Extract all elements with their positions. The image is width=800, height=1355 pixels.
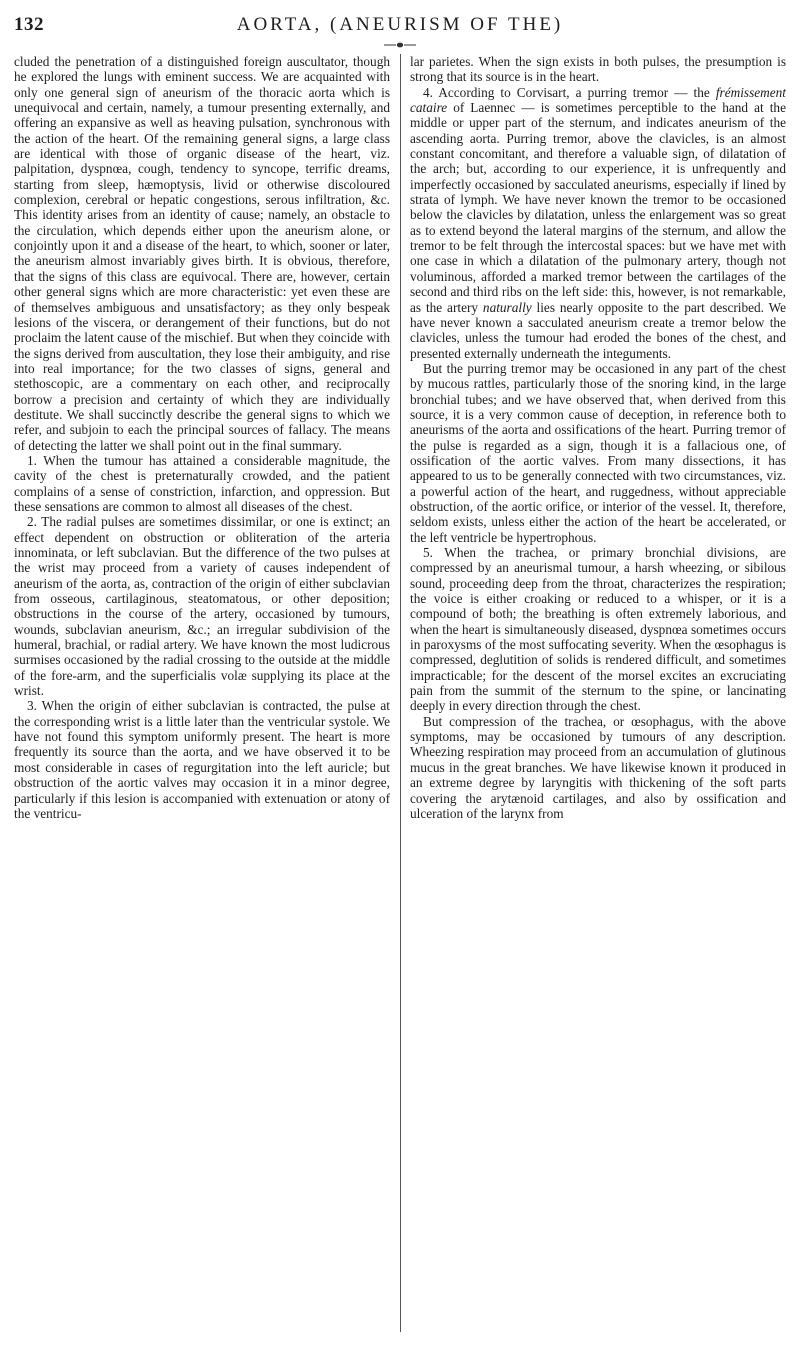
- paragraph-text: 4. According to Corvisart, a purring tremor — the: [423, 84, 716, 100]
- paragraph-text: cluded the penetration of a distinguished foreign auscultator, though he explored the lungs with eminent success. We are acquainted with only one general sign of aneurism of the thoracic aorta which is unequivocal and certain, namely, a tumour presenting externally, and offering an expansive as well as heaving pulsation, synchronous with the action of the heart. Of the remaining general signs, a large class are identical with those of organic disease of the heart, viz. palpitation, dyspnœa, cough, tendency to syncope, terrific dreams, starting from sleep, hæmoptysis, livid or otherwise discoloured complexion, cerebral or hepatic congestions, serous infiltration, &c. This identity arises from an identity of cause; namely, an obstacle to the circulation, which depends either upon the aneurism alone, or conjointly upon it and a disease of the heart, to which, sooner or later, the aneurism almost invariably gives birth. It is obvious, therefore, that the signs of this class are equivocal. There are, however, certain other general signs which are more characteristic: yet even these are of themselves ambiguous and unsatisfactory; as they only bespeak lesions of the viscera, or derangement of their functions, but do not proclaim the latent cause of the mischief. But when they coincide with the signs derived from auscultation, they lose their ambiguity, and rise into real importance; for the two classes of signs, general and stethoscopic, are a commentary on each other, and reciprocally borrow a precision and certainty of which they are individually destitute. We shall succinctly describe the general signs to which we refer, and subjoin to each the principal sources of fallacy. The means of detecting the latter we shall point out in the final summary.: [14, 54, 390, 453]
- italic-text: frémissement cataire: [410, 84, 786, 116]
- paragraph-text: lies nearly opposite to the part described. We have never known a sacculated aneurism create a tremor below the clavicles, unless the tumour had eroded the bones of the chest, and presented externally underneath the integuments.: [410, 299, 787, 361]
- column-divider: [400, 54, 401, 1332]
- paragraph: [410, 714, 786, 821]
- paragraph-text: lar parietes. When the sign exists in both pulses, the presumption is strong that its source is in the heart.: [410, 54, 786, 85]
- paragraph-text: of Laennec — is sometimes perceptible to the hand at the middle or upper part of the sternum, and indicates aneurism of the ascending aorta. Purring tremor, above the clavicles, is an almost constant concomitant, and therefore a valuable sign, of dilatation of the arch; but, according to our experience, it is unfrequently and imperfectly occasioned by sacculated aneurisms, especially if lined by strata of lymph. We have never known the tremor to be occasioned below the clavicles by dilatation, unless the enlargement was so great as to extend beyond the lateral margins of the sternum, and allow the tremor to be felt through the intercostal spaces: but we have met with one case in which a dilatation of the pulmonary artery, though not voluminous, afforded a marked tremor between the cartilages of the second and third ribs on the left side: this, however, is not remarkable, as the artery: [410, 100, 786, 315]
- page-header-title: AORTA, (ANEURISM OF THE): [236, 14, 564, 35]
- header-ornament-icon: [382, 40, 418, 50]
- paragraph: [14, 453, 390, 514]
- paragraph-text: But compression of the trachea, or œsophagus, with the above symptoms, may be occasioned by tumours of any description. Wheezing respiration may proceed from an accumulation of glutinous mucus in the great branches. We have likewise known it produced in an extreme degree by laryngitis with thickening of the soft parts covering the arytænoid cartilages, and also by ossification and ulceration of the larynx from: [410, 713, 786, 821]
- paragraph-text: 2. The radial pulses are sometimes dissimilar, or one is extinct; an effect dependent on obstruction or obliteration of the arteria innominata, or left subclavian. But the difference of the two pulses at the wrist may proceed from a variety of causes independent of aneurism of the aorta, as, contraction of the origin of either subclavian from osseous, cartilaginous, steatomatous, or other deposition; obstructions in the course of the artery, occasioned by tumours, wounds, subclavian aneurism, &c.; an irregular subdivision of the humeral, brachial, or radial artery. We have known the most ludicrous surmises occasioned by the radial crossing to the outside at the middle of the fore-arm, and the superficialis volæ supplying its place at the wrist.: [14, 514, 390, 699]
- paragraph: [410, 545, 786, 714]
- paragraph-text: 1. When the tumour has attained a considerable magnitude, the cavity of the chest is preternaturally crowded, and the patient complains of a sense of constriction, infarction, and oppression. But these sensations are common to almost all diseases of the chest.: [14, 452, 390, 514]
- italic-text: naturally: [482, 299, 532, 315]
- running-head: [14, 14, 786, 40]
- paragraph-text: 3. When the origin of either subclavian is contracted, the pulse at the corresponding wrist is a little later than the ventricular systole. We have not found this symptom uniformly present. The heart is more frequently its source than the aorta, and we have observed it to be most considerable in cases of regurgitation into the left auricle; but obstruction of the aortic valves may occasion it in a minor degree, particularly if this lesion is accompanied with extenuation or atony of the ventricu-: [14, 698, 390, 821]
- page-number: 132: [14, 14, 44, 35]
- left-column: [14, 54, 390, 821]
- paragraph: [14, 698, 390, 821]
- paragraph: [14, 514, 390, 698]
- paragraph-text: 5. When the trachea, or primary bronchial divisions, are compressed by an aneurismal tumour, a harsh wheezing, or sibilous sound, proceeding deep from the throat, characterizes the respiration; the voice is either croaking or reduced to a whisper, or it is a compound of both; the breathing is often extremely laborious, and when the heart is simultaneously diseased, dyspnœa sometimes occurs in paroxysms of the most suffocating severity. When the œsophagus is compressed, deglutition of solids is rendered difficult, and sometimes impracticable; for the descent of the morsel excites an excruciating pain from the summit of the sternum to the spine, or lancinating deeply in every direction through the chest.: [410, 545, 786, 714]
- paragraph-text: But the purring tremor may be occasioned in any part of the chest by mucous rattles, particularly those of the snoring kind, in the large bronchial tubes; and we have observed that, when derived from this source, it is a very common cause of deception, in reference both to aneurisms of the aorta and ossifications of the heart. Purring tremor of the pulse is regarded as a sign, though it is a fallacious one, of ossification of the aortic valves. From many dissections, it has appeared to us to be generally connected with two circumstances, viz. a powerful action of the heart, and ruggedness, without appreciable obstruction, of the aortic orifice, or interior of the vessel. It, therefore, seldom exists, unless either the action of the heart be accelerated, or the left ventricle be hypertrophous.: [410, 360, 786, 545]
- paragraph: [14, 54, 390, 453]
- right-column: [410, 54, 786, 821]
- paragraph: [410, 54, 786, 85]
- paragraph: [410, 85, 786, 361]
- paragraph: [410, 361, 786, 545]
